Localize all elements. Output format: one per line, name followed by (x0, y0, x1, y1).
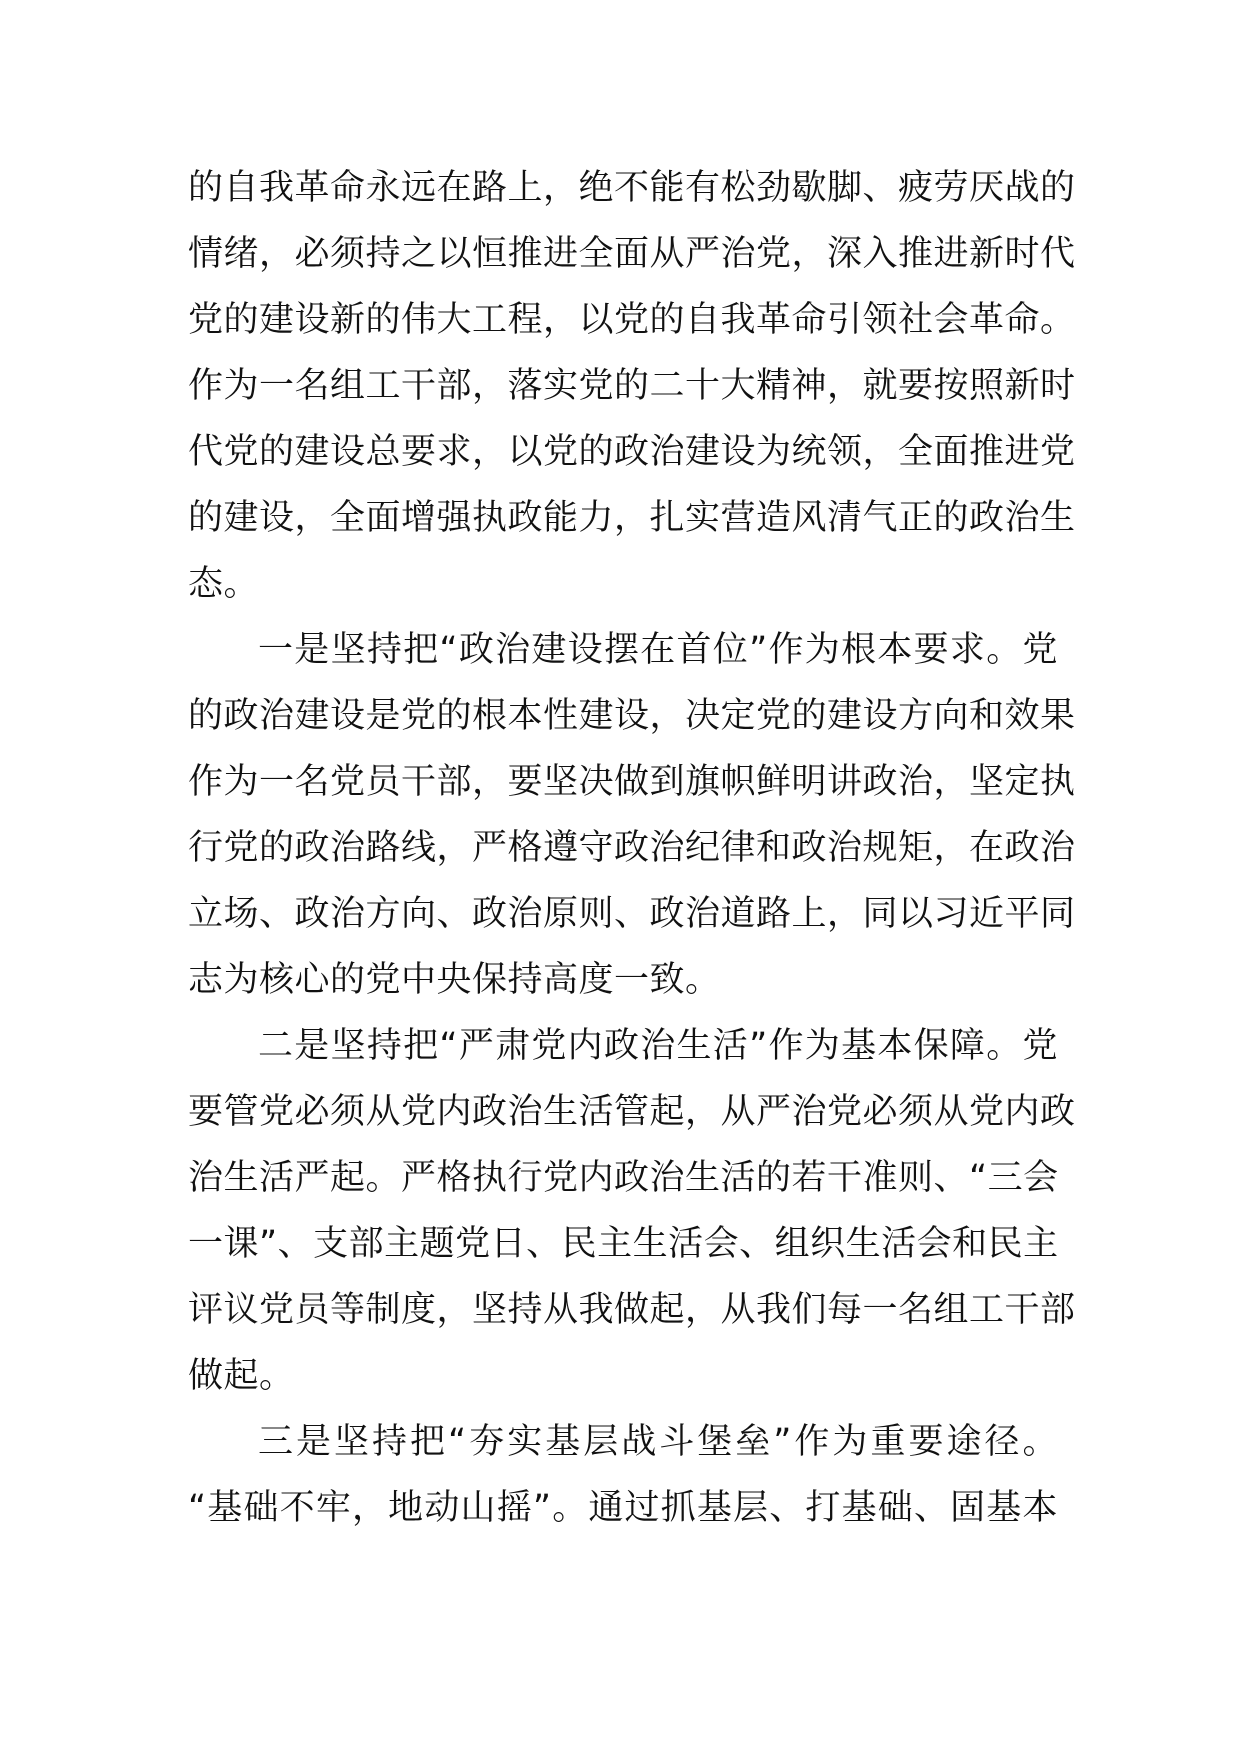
text-line: 的政治建设是党的根本性建设，决定党的建设方向和效果 (188, 696, 1076, 736)
text-line: 做起。 (188, 1356, 295, 1396)
text-line: 评议党员等制度，坚持从我做起，从我们每一名组工干部 (188, 1290, 1076, 1330)
text-line: 态。 (188, 564, 260, 604)
text-line: 作为一名党员干部，要坚决做到旗帜鲜明讲政治，坚定执 (188, 762, 1076, 802)
text-line: 三是坚持把“夯实基层战斗堡垒”作为重要途径。 (258, 1422, 1058, 1462)
text-line: 治生活严起。严格执行党内政治生活的若干准则、“三会 (188, 1158, 1059, 1198)
paragraph-party-life (188, 1013, 1076, 1409)
paragraph-intro (188, 155, 1076, 617)
text-line: 要管党必须从党内政治生活管起，从严治党必须从党内政 (188, 1092, 1076, 1132)
text-line: 代党的建设总要求，以党的政治建设为统领，全面推进党 (188, 432, 1076, 472)
text-line: 作为一名组工干部，落实党的二十大精神，就要按照新时 (188, 366, 1076, 406)
paragraph-political-building (188, 617, 1076, 1013)
paragraph-grassroots (188, 1409, 1058, 1541)
text-line: 立场、政治方向、政治原则、政治道路上，同以习近平同 (188, 894, 1076, 934)
text-line: 一课”、支部主题党日、民主生活会、组织生活会和民主 (188, 1224, 1059, 1264)
text-line: 一是坚持把“政治建设摆在首位”作为根本要求。党 (258, 630, 1058, 670)
text-line: 情绪，必须持之以恒推进全面从严治党，深入推进新时代 (188, 234, 1076, 274)
text-line: 行党的政治路线，严格遵守政治纪律和政治规矩，在政治 (188, 828, 1076, 868)
text-line: “基础不牢，地动山摇”。通过抓基层、打基础、固基本 (188, 1488, 1058, 1528)
text-line: 的建设，全面增强执政能力，扎实营造风清气正的政治生 (188, 498, 1076, 538)
text-line: 志为核心的党中央保持高度一致。 (188, 960, 721, 1000)
text-line: 二是坚持把“严肃党内政治生活”作为基本保障。党 (258, 1026, 1058, 1066)
document-body (188, 155, 1076, 1541)
text-line: 党的建设新的伟大工程，以党的自我革命引领社会革命。 (188, 300, 1076, 340)
text-line: 的自我革命永远在路上，绝不能有松劲歇脚、疲劳厌战的 (188, 168, 1076, 208)
